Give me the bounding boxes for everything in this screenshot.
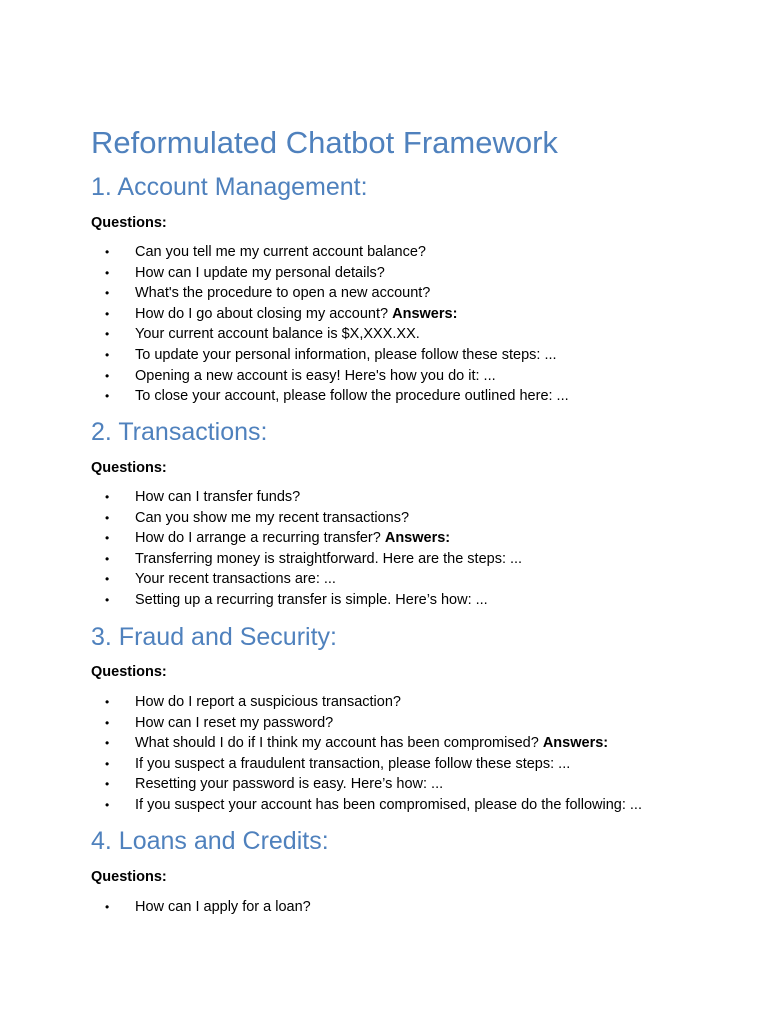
list-item (91, 692, 731, 713)
list-item (91, 487, 731, 508)
answers-label: Answers: (384, 530, 451, 547)
answers-label: Answers: (542, 735, 609, 752)
list-item-text: Resetting your password is easy. Here’s how: ... (135, 776, 444, 793)
list-item (91, 795, 731, 816)
list-item (91, 242, 731, 263)
list-item (91, 508, 731, 529)
list-item-text: If you suspect your account has been compromised, please do the following: ... (135, 796, 642, 813)
list-item (91, 366, 731, 387)
bullet-icon: • (105, 736, 110, 751)
questions-label: Questions: (91, 460, 167, 476)
list-item-question-text: How do I go about closing my account? (135, 305, 393, 322)
bullet-list-account-management (91, 242, 731, 407)
bullet-icon: • (105, 572, 110, 587)
section-heading-transactions: 2. Transactions: (91, 418, 268, 446)
list-item-text: How can I apply for a loan? (135, 899, 311, 915)
questions-label: Questions: (91, 664, 167, 680)
list-item-text: Your recent transactions are: ... (135, 571, 336, 588)
bullet-icon: • (105, 797, 110, 812)
questions-label: Questions: (91, 215, 167, 231)
list-item-text: Can you show me my recent transactions? (135, 509, 410, 526)
list-item-text: Setting up a recurring transfer is simple. Here’s how: ... (135, 591, 488, 608)
bullet-list-fraud-and-security (91, 692, 731, 816)
section-heading-loans-and-credits: 4. Loans and Credits: (91, 827, 329, 855)
bullet-icon: • (105, 695, 110, 709)
list-item (91, 754, 731, 775)
bullet-icon: • (105, 245, 110, 259)
list-item (91, 713, 731, 734)
list-item-text: If you suspect a fraudulent transaction, please follow these steps: ... (135, 755, 571, 772)
list-item (91, 528, 731, 549)
bullet-icon: • (105, 756, 110, 771)
document-title: Reformulated Chatbot Framework (91, 125, 558, 160)
list-item-question-text: How do I arrange a recurring transfer? (135, 530, 385, 547)
bullet-icon: • (105, 551, 110, 566)
bullet-icon: • (105, 715, 110, 730)
bullet-icon: • (105, 368, 110, 383)
list-item (91, 569, 731, 590)
bullet-icon: • (105, 306, 110, 321)
list-item-text: To close your account, please follow the procedure outlined here: ... (135, 388, 569, 405)
bullet-icon: • (105, 531, 110, 546)
answers-label: Answers: (392, 305, 458, 322)
list-item (91, 283, 731, 304)
list-item-text: How do I report a suspicious transaction? (135, 694, 401, 710)
list-item-text: What's the procedure to open a new account? (135, 285, 431, 302)
list-item (91, 263, 731, 284)
list-item-text: Transferring money is straightforward. Here are the steps: ... (135, 550, 523, 567)
section-heading-account-management: 1. Account Management: (91, 173, 368, 201)
bullet-icon: • (105, 510, 110, 525)
list-item-text: Can you tell me my current account balance? (135, 244, 426, 260)
list-item (91, 590, 731, 611)
list-item (91, 386, 731, 407)
list-item (91, 774, 731, 795)
list-item-text (135, 528, 450, 549)
list-item-text: Your current account balance is $X,XXX.XX. (135, 326, 420, 343)
list-item-question-text: What should I do if I think my account has been compromised? (135, 735, 543, 752)
bullet-icon: • (105, 347, 110, 362)
list-item (91, 304, 731, 325)
list-item (91, 897, 731, 918)
list-item-text (135, 733, 608, 754)
bullet-icon: • (105, 490, 110, 504)
list-item-text: How can I reset my password? (135, 714, 334, 731)
questions-label: Questions: (91, 869, 167, 885)
bullet-icon: • (105, 286, 110, 301)
bullet-icon: • (105, 592, 110, 607)
list-item-text: How can I transfer funds? (135, 489, 301, 505)
bullet-icon: • (105, 900, 110, 914)
bullet-icon: • (105, 265, 110, 280)
list-item-text: How can I update my personal details? (135, 264, 385, 281)
list-item-text: To update your personal information, please follow these steps: ... (135, 346, 557, 363)
list-item (91, 324, 731, 345)
bullet-list-transactions (91, 487, 731, 611)
section-heading-fraud-and-security: 3. Fraud and Security: (91, 623, 337, 651)
list-item-text (135, 304, 457, 325)
list-item (91, 345, 731, 366)
list-item (91, 733, 731, 754)
list-item (91, 549, 731, 570)
list-item-text: Opening a new account is easy! Here's how you do it: ... (135, 367, 496, 384)
bullet-icon: • (105, 777, 110, 792)
bullet-list-loans-and-credits (91, 897, 731, 918)
bullet-icon: • (105, 327, 110, 342)
bullet-icon: • (105, 389, 110, 404)
